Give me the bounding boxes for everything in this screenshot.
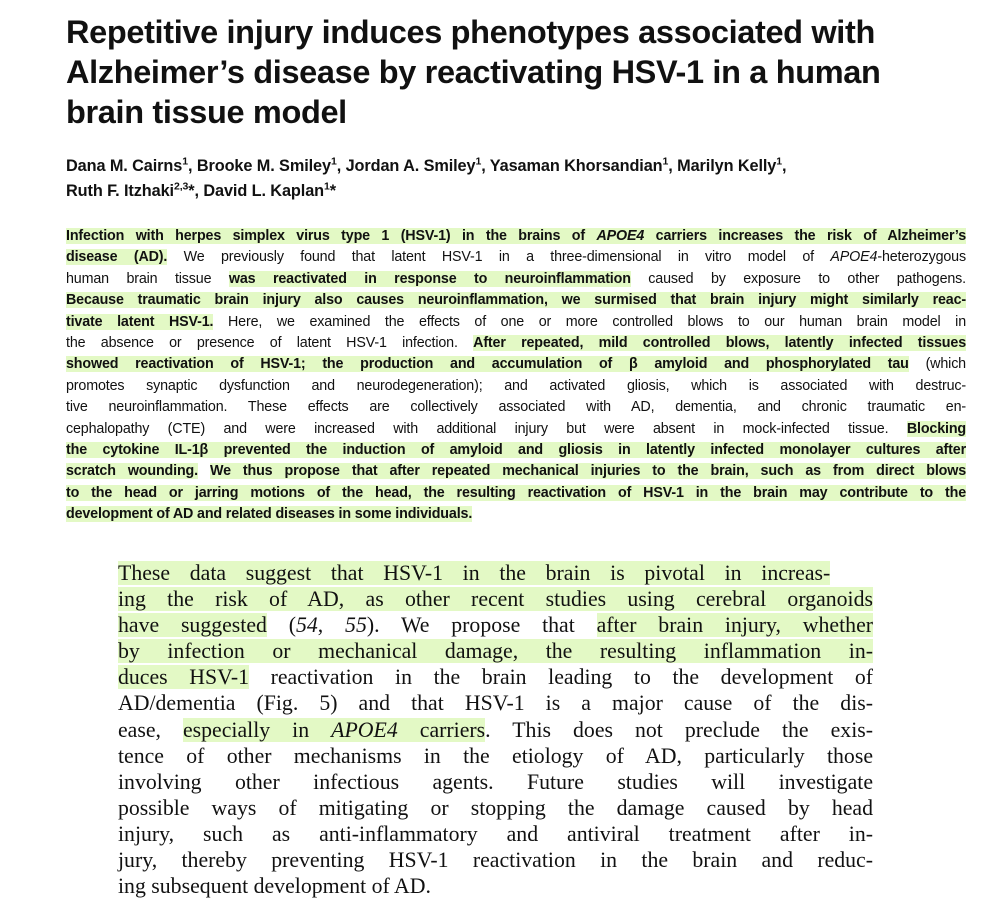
highlighted-text: We thus propose that after repeated mechanical injuries to the brain, such as from direct blows <box>209 463 966 480</box>
author-affiliation: 1 <box>324 180 330 193</box>
abstract-line <box>66 397 970 418</box>
body-line <box>118 638 878 664</box>
highlighted-text: especially in <box>183 717 332 742</box>
body-line <box>118 821 878 847</box>
highlighted-text: Blocking <box>906 420 966 437</box>
author-name: Jordan A. Smiley <box>345 157 476 175</box>
text-segment: human brain tissue <box>66 270 229 287</box>
text-segment <box>198 463 210 479</box>
text-segment: promotes synaptic dysfunction and neurodegeneration); and activated gliosis, which is associated with destruc- <box>66 377 966 394</box>
text-segment: APOE4 <box>830 249 878 266</box>
author-affiliation: 1 <box>475 155 482 168</box>
text-segment: We previously found that latent HSV-1 in a three-dimensional in vitro model of <box>167 249 831 266</box>
highlighted-text: ing the risk of AD, as other recent studies using cerebral organoids <box>118 587 873 612</box>
text-segment: , <box>317 613 346 638</box>
body-line <box>118 873 878 899</box>
body-line <box>118 717 878 743</box>
author-name: Brooke M. Smiley <box>196 157 331 175</box>
highlighted-text: duces HSV-1 <box>118 665 249 690</box>
author-affiliation: 1 <box>776 155 783 168</box>
text-segment: 54 <box>295 613 318 638</box>
text-segment: AD/dementia (Fig. 5) and that HSV-1 is a major cause of the dis- <box>118 691 873 716</box>
highlighted-text: Infection with herpes simplex virus type 1 (HSV-1) in the brains of <box>66 228 597 244</box>
body-line <box>118 847 878 873</box>
text-segment: tive neuroinflammation. These effects are collectively associated with AD, dementia, and chronic traumatic en- <box>66 399 966 416</box>
author-affiliation: 2,3 <box>173 180 189 193</box>
abstract-line <box>66 312 970 333</box>
abstract-line <box>66 461 970 482</box>
text-segment: ing subsequent development of AD. <box>118 874 431 899</box>
abstract-line <box>66 226 970 247</box>
highlighted-text: Because traumatic brain injury also causes neuroinflammation, we surmised that brain injury might similarly reac- <box>66 292 966 309</box>
text-segment: cephalopathy (CTE) and were increased with additional injury but were absent in mock-infected tissue. <box>66 420 907 437</box>
author-list: Dana M. Cairns$^1$, Brooke M. Smiley$^1$, Jordan A. Smiley$^1$, Yasaman Khorsandian$^1$, Marilyn Kelly$^1$, Ruth F. Itzhaki$^{2,3}$*, David L. Kaplan$^1$* <box>66 155 787 200</box>
abstract-line <box>66 333 970 354</box>
text-segment: (which <box>908 356 966 373</box>
corresponding-author-mark: * <box>188 182 195 200</box>
author-name: Ruth F. Itzhaki <box>66 182 174 200</box>
highlighted-text: APOE4 <box>331 717 398 742</box>
highlighted-text: development of AD and related diseases in some individuals. <box>66 506 473 523</box>
title-line: Repetitive injury induces phenotypes associated with <box>66 14 875 50</box>
abstract-line <box>66 290 970 311</box>
author-name: David L. Kaplan <box>203 182 324 200</box>
abstract-line <box>66 269 970 290</box>
highlighted-text: scratch wounding. <box>66 463 198 480</box>
text-segment: possible ways of mitigating or stopping the damage caused by head <box>118 795 873 820</box>
text-segment: 55 <box>345 613 367 638</box>
highlighted-text: disease (AD). <box>66 249 168 266</box>
abstract-line <box>66 376 970 397</box>
body-line <box>118 743 878 769</box>
text-segment: ). We propose that <box>366 613 597 638</box>
author-name: Yasaman Khorsandian <box>489 157 663 175</box>
text-segment: tence of other mechanisms in the etiology of AD, particularly those <box>118 743 873 768</box>
author-affiliation: 1 <box>330 155 337 168</box>
highlighted-text: After repeated, mild controlled blows, latently infected tissues <box>473 335 966 352</box>
text-segment: . This does not preclude the exis- <box>485 717 873 742</box>
abstract-line <box>66 354 970 375</box>
text-segment: the absence or presence of latent HSV-1 infection. <box>66 335 474 352</box>
title-line: Alzheimer’s disease by reactivating HSV-1 in a human <box>66 54 881 90</box>
highlighted-text: by infection or mechanical damage, the resulting inflammation in- <box>118 639 873 664</box>
text-segment: ( <box>266 613 296 638</box>
highlighted-text: after brain injury, whether <box>596 613 873 638</box>
title-line: brain tissue model <box>66 94 347 130</box>
author-affiliation: 1 <box>662 155 669 168</box>
abstract-line <box>66 247 970 268</box>
highlighted-text: APOE4 <box>596 228 645 244</box>
author-name: Dana M. Cairns <box>66 157 183 175</box>
highlighted-text: have suggested <box>118 613 267 638</box>
highlighted-text: was reactivated in response to neuroinflammation <box>228 270 631 287</box>
body-line <box>118 612 878 638</box>
highlighted-text: tivate latent HSV-1. <box>66 313 214 330</box>
highlighted-text: showed reactivation of HSV-1; the production and accumulation of β amyloid and phosphorylated tau <box>66 356 909 373</box>
text-segment: reactivation in the brain leading to the development of <box>248 665 874 690</box>
paper-title <box>66 12 966 132</box>
highlighted-text: carriers increases the risk of Alzheimer’s <box>644 228 966 244</box>
body-line <box>118 769 878 795</box>
highlighted-text: the cytokine IL-1β prevented the induction of amyloid and gliosis in latently infected monolayer cultures after <box>66 442 966 459</box>
author-name: Marilyn Kelly <box>677 157 777 175</box>
abstract-line <box>66 504 970 525</box>
abstract-line <box>66 419 970 440</box>
text-segment: involving other infectious agents. Future studies will investigate <box>118 769 873 794</box>
abstract <box>66 226 970 526</box>
corresponding-author-mark: * <box>329 182 336 200</box>
body-line <box>118 795 878 821</box>
body-line <box>118 560 878 586</box>
text-segment: injury, such as anti-inflammatory and antiviral treatment after in- <box>118 821 873 846</box>
body-line <box>118 586 878 612</box>
abstract-line <box>66 440 970 461</box>
highlighted-text: carriers <box>397 717 486 742</box>
text-segment: Here, we examined the effects of one or more controlled blows to our human brain model in <box>213 313 967 330</box>
abstract-line <box>66 483 970 504</box>
text-segment: -heterozygous <box>877 249 966 266</box>
highlighted-text: to the head or jarring motions of the head, the resulting reactivation of HSV-1 in the brain may contribute to the <box>66 484 966 501</box>
text-segment: ease, <box>118 717 183 742</box>
text-segment: caused by exposure to other pathogens. <box>630 270 966 287</box>
author-affiliation: 1 <box>182 155 188 168</box>
text-segment: jury, thereby preventing HSV-1 reactivation in the brain and reduc- <box>118 848 873 873</box>
body-paragraph <box>118 560 878 899</box>
highlighted-text: These data suggest that HSV-1 in the brain is pivotal in increas- <box>118 561 831 585</box>
body-line <box>118 664 878 690</box>
body-line <box>118 690 878 716</box>
